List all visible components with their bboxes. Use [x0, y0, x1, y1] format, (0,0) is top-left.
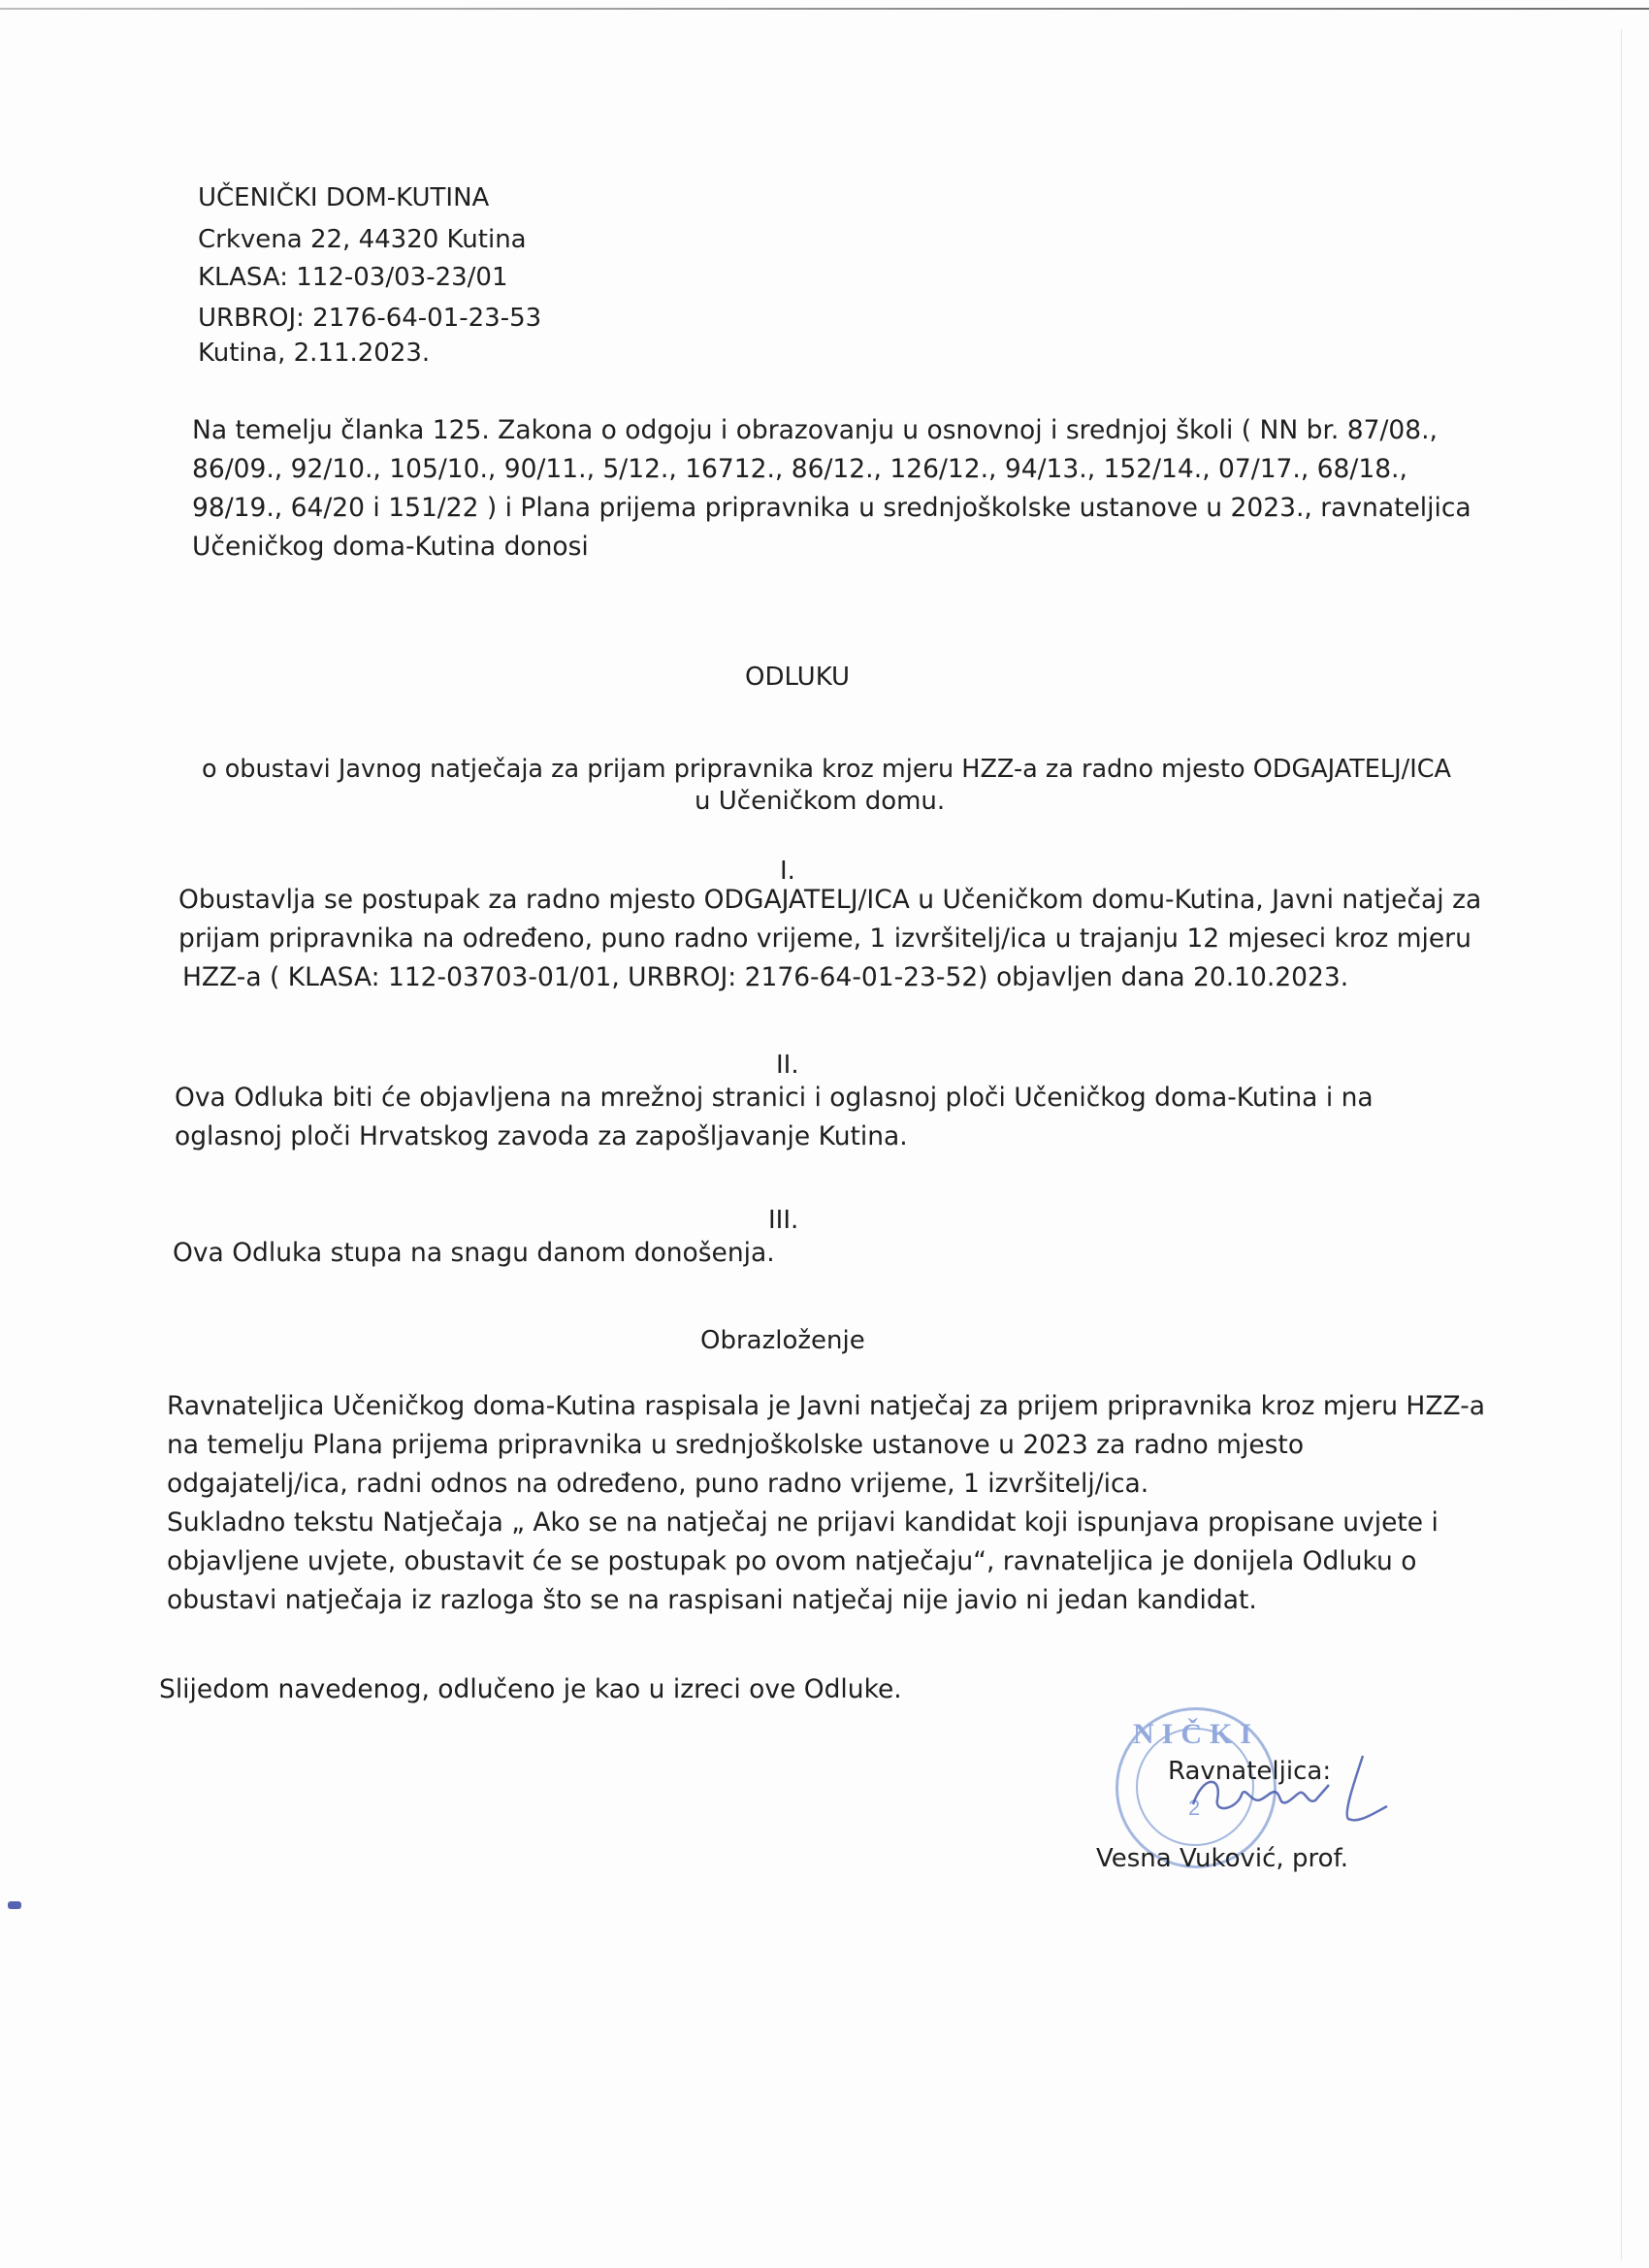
section-line: Ova Odluka biti će objavljena na mrežnoj stranici i oglasnoj ploči Učeničkog doma-Kutina i na [175, 1083, 1374, 1113]
stamp-number: 2 [1188, 1796, 1201, 1820]
reasoning-line: odgajatelj/ica, radni odnos na određeno, puno radno vrijeme, 1 izvršitelj/ica. [167, 1469, 1149, 1499]
reasoning-line: Ravnateljica Učeničkog doma-Kutina raspisala je Javni natječaj za prijem pripravnika kroz mjeru HZZ-a [167, 1391, 1486, 1421]
reasoning-line: Sukladno tekstu Natječaja „ Ako se na natječaj ne prijavi kandidat koji ispunjava propisane uvjete i [167, 1507, 1439, 1538]
place-and-date: Kutina, 2.11.2023. [198, 339, 431, 368]
section-line: oglasnoj ploči Hrvatskog zavoda za zapošljavanje Kutina. [175, 1121, 908, 1151]
preamble [192, 411, 1471, 567]
reasoning-line: na temelju Plana prijema pripravnika u srednjoškolske ustanove u 2023 za radno mjesto [167, 1430, 1305, 1460]
section-line: prijam pripravnika na određeno, puno radno vrijeme, 1 izvršitelj/ica u trajanju 12 mjeseci kroz mjeru [178, 923, 1471, 954]
section-line: Obustavlja se postupak za radno mjesto ODGAJATELJ/ICA u Učeničkom domu-Kutina, Javni natječaj za [178, 885, 1482, 915]
section-numeral: III. [768, 1206, 799, 1235]
section-body [175, 1079, 1374, 1156]
document-title: ODLUKU [745, 663, 851, 692]
institution-name: UČENIČKI DOM-KUTINA [198, 183, 490, 212]
preamble-line: 86/09., 92/10., 105/10., 90/11., 5/12., 16712., 86/12., 126/12., 94/13., 152/14., 07/17., 68/18., [192, 454, 1407, 484]
signatory-name: Vesna Vuković, prof. [1096, 1844, 1349, 1873]
reasoning-body [167, 1387, 1485, 1620]
reasoning-line: obustavi natječaja iz razloga što se na raspisani natječaj nije javio ni jedan kandidat. [167, 1585, 1257, 1615]
section-body [173, 1234, 775, 1273]
section-line: HZZ-a ( KLASA: 112-03703-01/01, URBROJ: 2176-64-01-23-52) objavljen dana 20.10.2023. [182, 962, 1349, 992]
scan-right-edge [1621, 29, 1622, 2260]
section-line: Ova Odluka stupa na snagu danom donošenja. [173, 1238, 775, 1268]
preamble-line: 98/19., 64/20 i 151/22 ) i Plana prijema pripravnika u srednjoškolske ustanove u 2023., ravnateljica [192, 493, 1471, 523]
klasa-number: KLASA: 112-03/03-23/01 [198, 263, 508, 292]
section-body [178, 881, 1481, 997]
stamp-text: NIČKI [1132, 1718, 1259, 1750]
signature-role: Ravnateljica: [1168, 1757, 1332, 1786]
conclusion: Slijedom navedenog, odlučeno je kao u izreci ove Odluke. [159, 1674, 902, 1704]
reasoning-title: Obrazloženje [700, 1326, 865, 1355]
scan-top-edge [0, 8, 1649, 10]
handwritten-signature [1183, 1746, 1406, 1833]
institution-address: Crkvena 22, 44320 Kutina [198, 225, 527, 254]
urbroj-number: URBROJ: 2176-64-01-23-53 [198, 304, 542, 333]
section-numeral: II. [776, 1051, 799, 1080]
ink-mark [8, 1901, 21, 1909]
preamble-line: Učeničkog doma-Kutina donosi [192, 532, 589, 562]
reasoning-line: objavljene uvjete, obustavit će se postupak po ovom natječaju“, ravnateljica je donijela Odluku o [167, 1546, 1417, 1576]
subtitle-line-1: o obustavi Javnog natječaja za prijam pripravnika kroz mjeru HZZ-a za radno mjesto ODGAJATELJ/ICA [202, 755, 1451, 784]
section-numeral: I. [780, 857, 795, 886]
preamble-line: Na temelju članka 125. Zakona o odgoju i obrazovanju u osnovnoj i srednjoj školi ( NN br. 87/08., [192, 415, 1438, 445]
subtitle-line-2: u Učeničkom domu. [695, 787, 946, 816]
